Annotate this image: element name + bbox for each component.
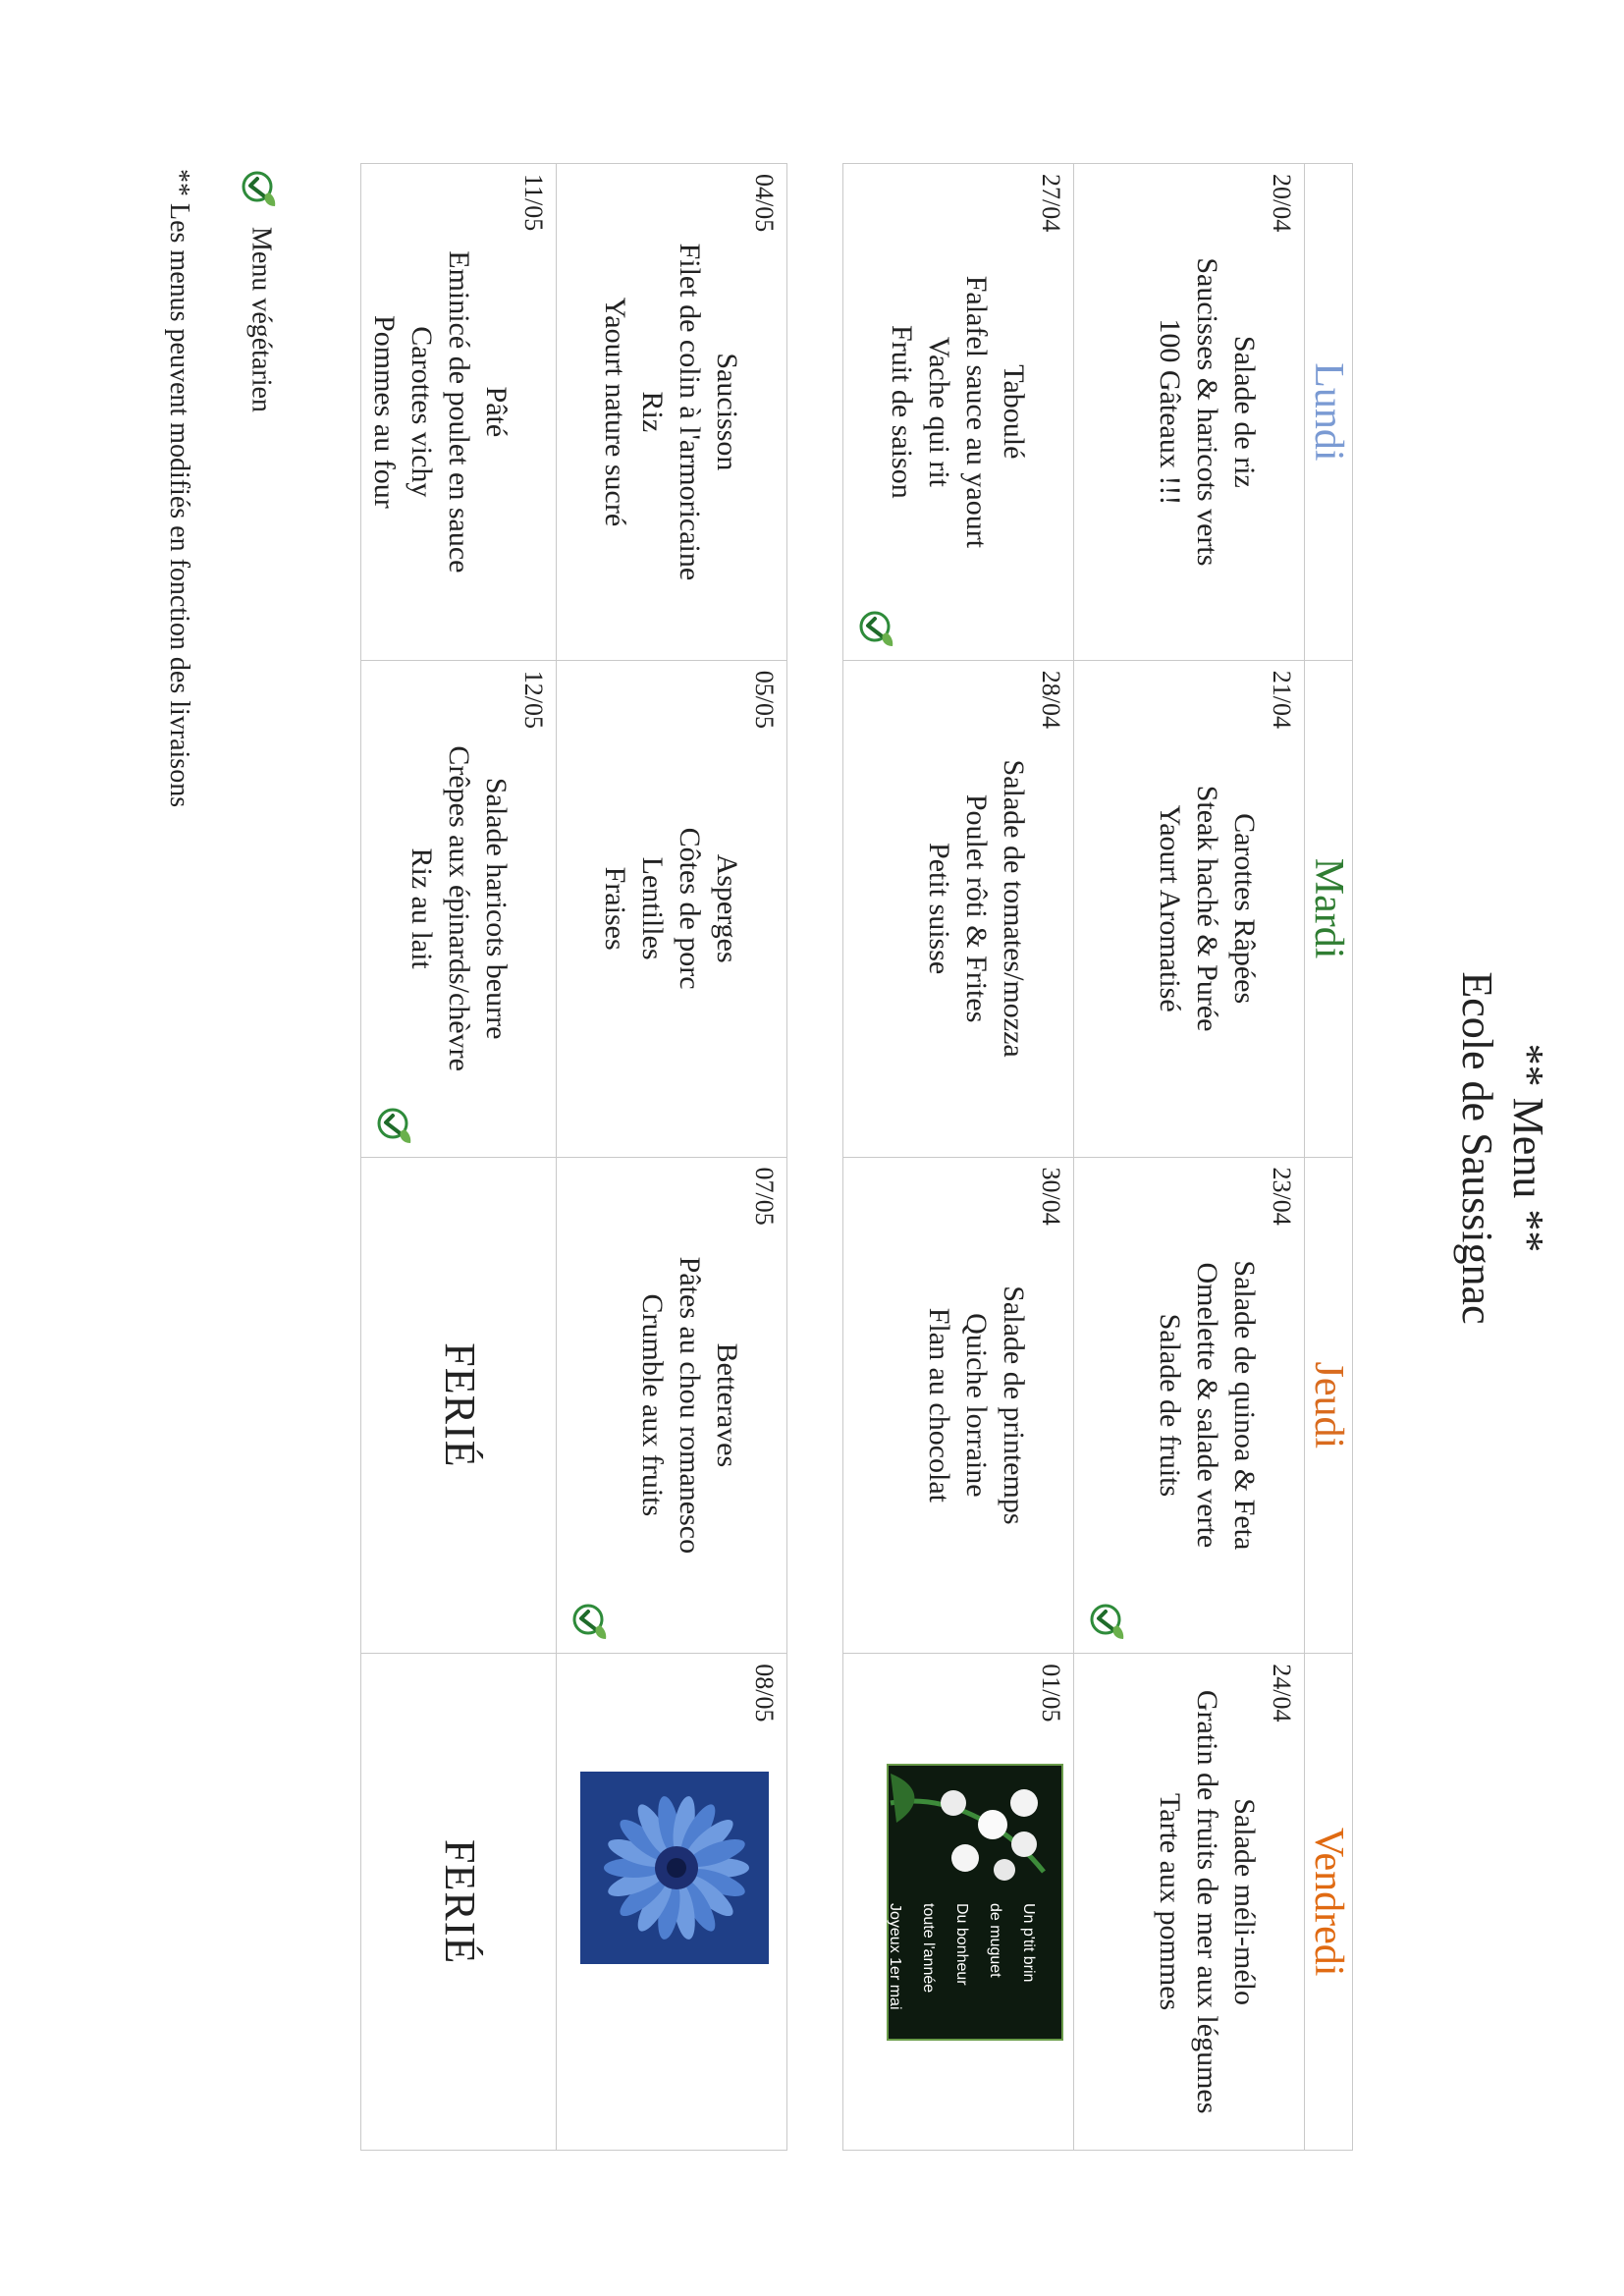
day-date: 23/04 <box>1268 1167 1296 1226</box>
menu-item: Poulet rôti & Frites <box>960 793 993 1023</box>
menu-item: Crêpes aux épinards/chèvre <box>443 745 475 1071</box>
day-header-lundi: Lundi <box>1305 164 1353 661</box>
vegetarian-check-icon <box>375 1106 414 1145</box>
menu-item: Pommes au four <box>368 315 401 509</box>
day-cell <box>843 164 1074 661</box>
day-cell <box>1074 1157 1305 1654</box>
menu-item: Crumble aux fruits <box>636 1293 669 1517</box>
day-cell <box>361 660 557 1157</box>
menu-item: 100 Gâteaux !!! <box>1154 318 1186 506</box>
vegetarian-check-icon <box>570 1602 610 1641</box>
day-cell <box>557 164 787 661</box>
menu-items <box>1151 1158 1263 1654</box>
greeting-text: Du bonheur <box>953 1903 970 1986</box>
day-date: 07/05 <box>750 1167 779 1226</box>
day-cell <box>361 1157 557 1654</box>
day-date: 21/04 <box>1268 670 1296 729</box>
lily-of-the-valley-image <box>882 1764 1063 2041</box>
menu-item: Gratin de fruits de mer aux légumes <box>1191 1689 1223 2114</box>
day-date: 30/04 <box>1037 1167 1065 1226</box>
menu-items <box>596 164 745 660</box>
legend <box>240 169 279 412</box>
day-date: 20/04 <box>1268 174 1296 233</box>
greeting-text: Un p'tit brin <box>1020 1903 1037 1983</box>
menu-items <box>365 164 514 660</box>
menu-item: Salade de riz <box>1228 335 1261 488</box>
day-date: 08/05 <box>750 1664 779 1722</box>
holiday-label: FERIÉ <box>436 1839 484 1965</box>
school-name: Ecole de Saussignac <box>1453 971 1501 1325</box>
day-cell <box>1074 660 1305 1157</box>
menu-item: Fraises <box>599 866 631 951</box>
menu-item: Vache qui rit <box>923 336 955 488</box>
cornflower-image <box>575 1772 769 1964</box>
menu-items <box>596 661 745 1157</box>
week-row-3 <box>557 164 787 2151</box>
day-header-vendredi: Vendredi <box>1305 1654 1353 2151</box>
menu-items <box>920 661 1032 1157</box>
menu-item: Taboulé <box>998 364 1030 460</box>
menu-item: Petit suisse <box>923 843 955 975</box>
menu-item: Riz au lait <box>406 847 438 969</box>
menu-item: Quiche lorraine <box>960 1313 993 1498</box>
menu-item: Filet de colin à l'armoricaine <box>674 243 706 581</box>
menu-item: Asperges <box>711 853 743 963</box>
menu-item: Pâté <box>480 386 513 438</box>
footnote: ** Les menus peuvent modifiés en fonction des livraisons <box>164 169 194 808</box>
menu-item: Betteraves <box>711 1342 743 1468</box>
day-date: 24/04 <box>1268 1664 1296 1722</box>
menu-items <box>1151 164 1263 660</box>
menu-table-top <box>842 163 1353 2151</box>
menu-item: Salade de fruits <box>1154 1313 1186 1498</box>
day-cell <box>843 1157 1074 1654</box>
menu-items <box>1151 661 1263 1157</box>
week-row-2 <box>843 164 1074 2151</box>
menu-item: Salade de quinoa & Feta <box>1228 1260 1261 1551</box>
day-date: 01/05 <box>1037 1664 1065 1722</box>
day-header-row <box>1305 164 1353 2151</box>
menu-item: Carottes vichy <box>406 326 438 498</box>
menu-items <box>633 1158 745 1654</box>
menu-table-bottom <box>360 163 787 2151</box>
day-cell <box>361 1654 557 2151</box>
vegetarian-check-icon <box>857 609 896 648</box>
menu-item: Salade de tomates/mozza <box>998 759 1030 1058</box>
day-cell <box>557 1157 787 1654</box>
holiday-label: FERIÉ <box>436 1342 484 1468</box>
menu-item: Saucisson <box>711 353 743 471</box>
menu-item: Yaourt Aromatisé <box>1154 804 1186 1012</box>
greeting-text: de muguet <box>987 1903 1003 1978</box>
menu-item: Côtes de porc <box>674 827 706 990</box>
menu-item: Fruit de saison <box>886 325 918 499</box>
day-cell <box>361 164 557 661</box>
menu-item: Riz <box>636 391 669 433</box>
day-cell <box>1074 164 1305 661</box>
day-date: 05/05 <box>750 670 779 729</box>
menu-item: Flan au chocolat <box>923 1307 955 1503</box>
menu-item: Salade haricots beurre <box>480 777 513 1040</box>
day-date: 28/04 <box>1037 670 1065 729</box>
menu-item: Salade de printemps <box>998 1285 1030 1525</box>
menu-item: Tarte aux pommes <box>1154 1793 1186 2011</box>
menu-item: Omelette & salade verte <box>1191 1262 1223 1549</box>
day-date: 12/05 <box>519 670 548 729</box>
week-row-1 <box>1074 164 1305 2151</box>
greeting-text: Joyeux 1er mai <box>887 1903 903 2010</box>
menu-item: Yaourt nature sucré <box>599 297 631 527</box>
menu-items <box>883 164 1032 660</box>
menu-items <box>1151 1654 1263 2150</box>
menu-item: Saucisses & haricots verts <box>1191 257 1223 567</box>
menu-item: Salade méli-mélo <box>1228 1798 1261 2005</box>
menu-item: Lentilles <box>636 856 669 960</box>
greeting-text: toute l'année <box>920 1903 937 1994</box>
day-date: 11/05 <box>519 174 548 232</box>
day-cell <box>1074 1654 1305 2151</box>
day-cell <box>557 1654 787 2151</box>
vegetarian-check-icon <box>240 169 279 208</box>
menu-items <box>920 1158 1032 1654</box>
menu-items <box>403 661 514 1157</box>
vegetarian-check-icon <box>1088 1602 1127 1641</box>
day-header-jeudi: Jeudi <box>1305 1157 1353 1654</box>
week-row-4 <box>361 164 557 2151</box>
day-cell <box>557 660 787 1157</box>
day-date: 04/05 <box>750 174 779 233</box>
menu-item: Carottes Râpées <box>1228 813 1261 1005</box>
menu-item: Steak haché & Purée <box>1191 785 1223 1032</box>
day-date: 27/04 <box>1037 174 1065 233</box>
day-cell <box>843 1654 1074 2151</box>
day-header-mardi: Mardi <box>1305 660 1353 1157</box>
menu-item: Pâtes au chou romanesco <box>674 1256 706 1555</box>
legend-label: Menu végétarien <box>245 227 277 412</box>
menu-title: ** Menu ** <box>1504 1043 1552 1253</box>
menu-item: Falafel sauce au yaourt <box>960 275 993 549</box>
day-cell <box>843 660 1074 1157</box>
menu-item: Eminicé de poulet en sauce <box>443 250 475 574</box>
